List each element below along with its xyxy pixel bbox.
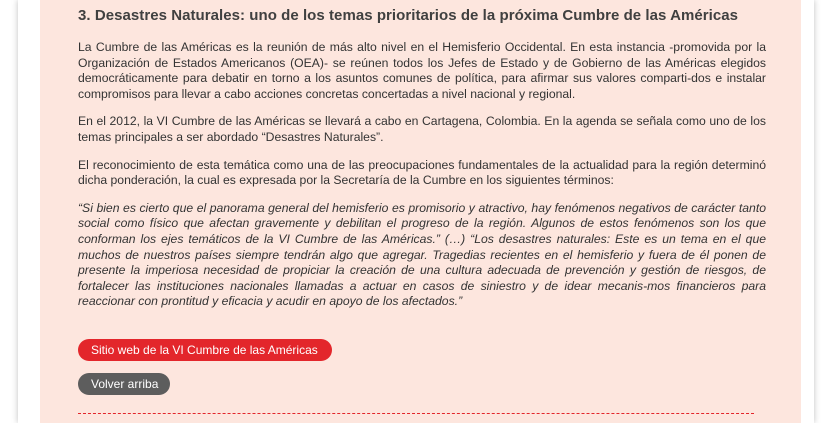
back-to-top-button[interactable]: Volver arriba bbox=[78, 373, 170, 395]
paragraph-summit-intro: La Cumbre de las Américas es la reunión de más alto nivel en el Hemisferio Occidental. En esta instancia -promovida por la Organización de Estados Americanos (OEA)- se reúnen todos los Jefes de Estado y de Gobierno de las Américas elegidos democráticamente para debatir en torno a los asuntos comunes de política, para afirmar sus valores comparti-dos e instalar compromisos para llevar a cabo acciones concretas concertadas a nivel nacional y regional. bbox=[78, 40, 766, 101]
back-to-top-row bbox=[78, 373, 170, 395]
summit-website-button[interactable]: Sitio web de la VI Cumbre de las Américas bbox=[78, 339, 332, 361]
content-panel bbox=[40, 0, 801, 423]
summit-quote: “Si bien es cierto que el panorama general del hemisferio es promisorio y atractivo, hay fenómenos negativos de carácter tanto social como físico que afectan gravemente y debilitan el progreso de la región. Algunos de estos fenómenos son los que conforman los ejes temáticos de la VI Cumbre de las Américas.” (…) “Los desastres naturales: Este es un tema en el que muchos de nuestros países siempre tendrán algo que agregar. Tragedias recientes en el hemisferio y fuera de él ponen de presente la imperiosa necesidad de propiciar la creación de una cultura adecuada de prevención y gestión de riesgos, de fortalecer las instituciones nacionales llamadas a actuar en casos de siniestro y de idear mecanis-mos financieros para reaccionar con prontitud y eficacia y acudir en apoyo de los afectados.” bbox=[78, 200, 766, 309]
dashed-divider bbox=[78, 413, 754, 414]
paragraph-recognition: El reconocimiento de esta temática como una de las preocupaciones fundamentales de la actualidad para la región determinó dicha ponderación, la cual es expresada por la Secretaría de la Cumbre en los siguientes términos: bbox=[78, 157, 766, 188]
section-title: 3. Desastres Naturales: uno de los temas prioritarios de la próxima Cumbre de las Américas bbox=[78, 7, 739, 24]
paragraph-cartagena-2012: En el 2012, la VI Cumbre de las Américas se llevará a cabo en Cartagena, Colombia. En la agenda se señala como uno de los temas principales a ser abordado “Desastres Naturales”. bbox=[78, 114, 766, 144]
article-section bbox=[78, 6, 766, 330]
website-button-row bbox=[78, 339, 332, 361]
